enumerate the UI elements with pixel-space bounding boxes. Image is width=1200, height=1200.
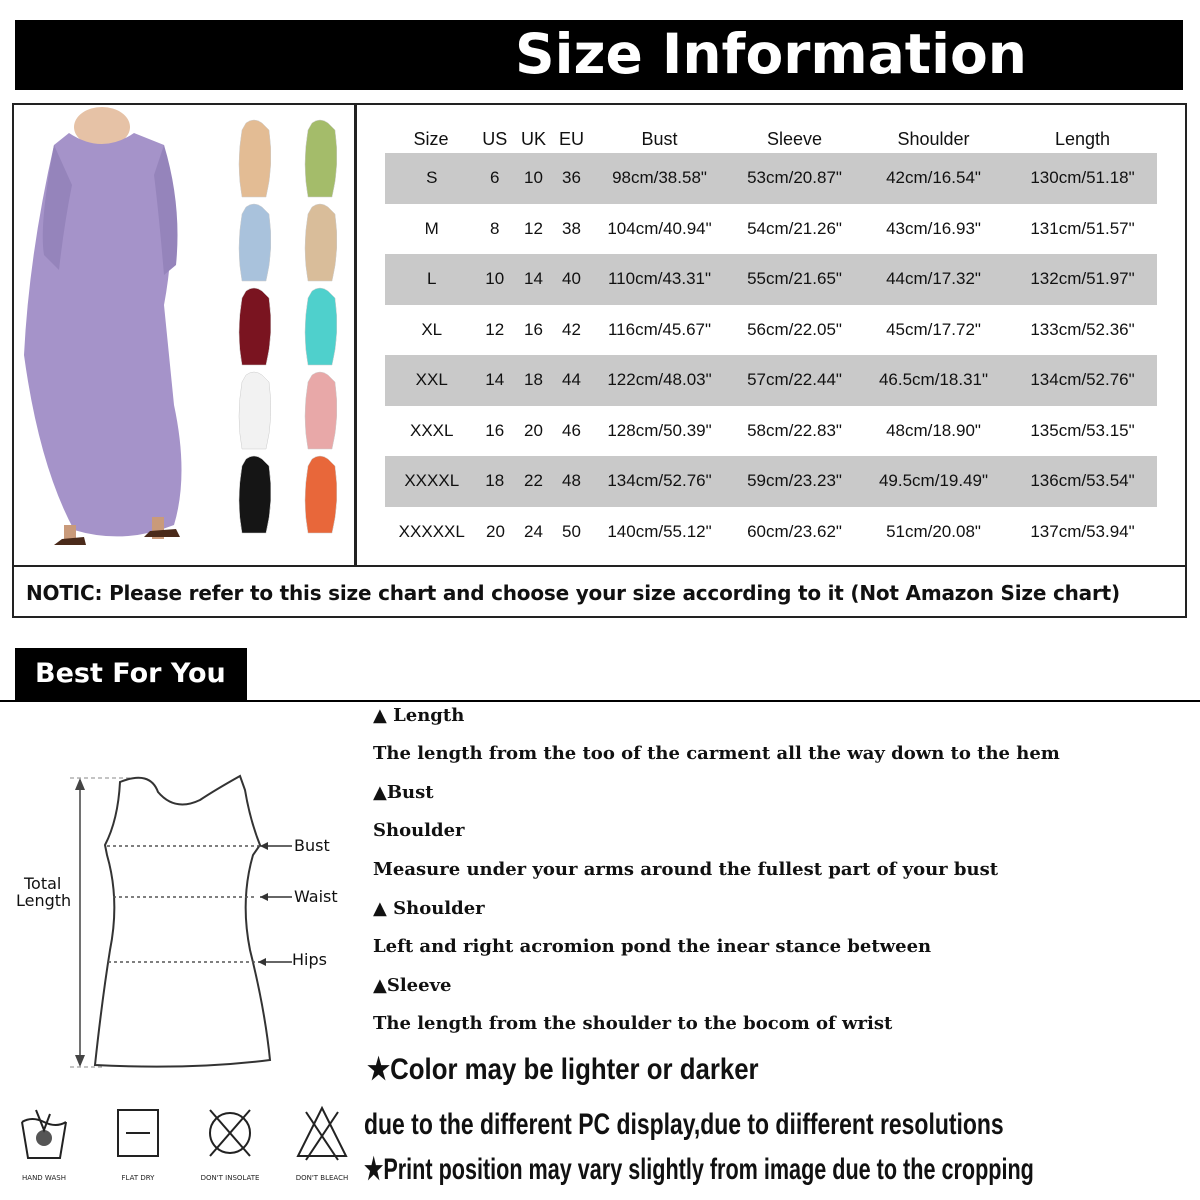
- dress-color-swatch: [239, 288, 271, 365]
- product-photo-panel: [14, 105, 357, 565]
- table-cell: 104cm/40.94": [607, 218, 712, 238]
- table-cell: 128cm/50.39": [607, 420, 712, 440]
- table-row: [384, 406, 1157, 457]
- column-header: EU: [558, 128, 584, 149]
- table-cell: L: [384, 254, 479, 305]
- table-cell: 44: [555, 355, 589, 406]
- table-cell: 18: [479, 456, 513, 507]
- size-chart-frame: [12, 103, 1187, 618]
- table-cell: 53cm/20.87": [731, 153, 859, 204]
- table-cell: 40: [555, 254, 589, 305]
- guide-heading: ▲Bust: [373, 782, 434, 803]
- table-cell: 10: [479, 254, 513, 305]
- column-header: US: [482, 128, 508, 149]
- dress-color-swatch: [239, 204, 271, 281]
- column-header: UK: [520, 128, 546, 149]
- bust-label: Bust: [294, 836, 330, 855]
- table-cell: XXXXL: [384, 456, 479, 507]
- table-cell: 38: [562, 218, 581, 238]
- best-for-you-heading: Best For You: [35, 658, 226, 689]
- table-row: [384, 305, 1157, 356]
- product-photos: [14, 105, 354, 565]
- table-cell: 131cm/51.57": [1030, 218, 1135, 238]
- waist-label: Waist: [294, 887, 338, 906]
- table-cell: 43cm/16.93": [886, 218, 981, 238]
- table-cell: 57cm/22.44": [731, 355, 859, 406]
- table-cell: 18: [513, 355, 555, 406]
- table-cell: 110cm/43.31": [589, 254, 731, 305]
- table-cell: 134cm/52.76": [1009, 355, 1157, 406]
- table-cell: 20: [524, 420, 543, 440]
- dress-color-swatch: [239, 120, 271, 197]
- column-header: Sleeve: [766, 128, 823, 149]
- color-note: ★Color may be lighter or darker: [367, 1053, 759, 1086]
- notice-row: [14, 565, 1185, 616]
- table-cell: 60cm/23.62": [747, 521, 842, 541]
- table-row: [384, 153, 1157, 204]
- column-header: Length: [1054, 128, 1111, 149]
- table-row: [384, 456, 1157, 507]
- care-label: HAND WASH: [22, 1174, 66, 1182]
- column-header: Bust: [641, 128, 678, 149]
- guide-text: Measure under your arms around the fullest part of your bust: [373, 859, 999, 880]
- dress-color-swatch: [305, 120, 337, 197]
- table-cell: 14: [513, 254, 555, 305]
- care-label: FLAT DRY: [121, 1174, 155, 1182]
- table-header-row: [384, 125, 1157, 153]
- guide-text: Left and right acromion pond the inear stance between: [373, 936, 932, 957]
- table-cell: XXXXXL: [384, 507, 479, 558]
- care-label: DON'T BLEACH: [295, 1174, 349, 1182]
- color-variants: [239, 120, 337, 533]
- table-cell: 36: [555, 153, 589, 204]
- guide-text: The length from the too of the carment all the way down to the hem: [373, 743, 1060, 764]
- table-cell: 122cm/48.03": [589, 355, 731, 406]
- table-cell: 116cm/45.67": [607, 319, 712, 339]
- print-note: ★Print position may vary slightly from image due to the cropping: [364, 1153, 1034, 1186]
- table-cell: 46: [562, 420, 581, 440]
- table-cell: 130cm/51.18": [1009, 153, 1157, 204]
- table-cell: 46.5cm/18.31": [859, 355, 1009, 406]
- table-cell: 24: [524, 521, 543, 541]
- table-cell: 22: [513, 456, 555, 507]
- column-header: Shoulder: [897, 128, 970, 149]
- dress-outline-diagram: [10, 760, 355, 1080]
- best-for-you-tab: [15, 648, 247, 700]
- column-header: Size: [413, 128, 449, 149]
- dress-color-swatch: [305, 372, 337, 449]
- table-cell: 51cm/20.08": [886, 521, 981, 541]
- table-cell: 14: [479, 355, 513, 406]
- total-length-label: Total: [24, 874, 62, 893]
- table-cell: 45cm/17.72": [886, 319, 981, 339]
- table-cell: 42: [562, 319, 581, 339]
- table-cell: 59cm/23.23": [731, 456, 859, 507]
- table-cell: 133cm/52.36": [1030, 319, 1135, 339]
- guide-text: Shoulder: [373, 820, 465, 841]
- table-cell: 58cm/22.83": [747, 420, 842, 440]
- measurement-diagram: [10, 760, 355, 1080]
- table-cell: XXL: [384, 355, 479, 406]
- table-cell: 42cm/16.54": [859, 153, 1009, 204]
- dress-color-swatch: [305, 288, 337, 365]
- page-title: Size Information: [515, 22, 1027, 86]
- table-row: [384, 507, 1157, 558]
- table-cell: XXXL: [384, 406, 479, 457]
- table-cell: 6: [479, 153, 513, 204]
- table-cell: 10: [513, 153, 555, 204]
- table-cell: 12: [485, 319, 505, 339]
- do-not-bleach-icon: [292, 1100, 352, 1185]
- table-cell: XL: [384, 305, 479, 356]
- guide-text: The length from the shoulder to the bocom of wrist: [373, 1013, 893, 1034]
- table-cell: 136cm/53.54": [1009, 456, 1157, 507]
- title-bar: [15, 20, 1183, 90]
- guide-heading: ▲ Shoulder: [373, 898, 485, 919]
- main-model-image: [24, 107, 182, 545]
- dress-color-swatch: [305, 204, 337, 281]
- table-cell: S: [384, 153, 479, 204]
- total-length-label: Length: [16, 891, 72, 910]
- table-cell: M: [384, 204, 479, 255]
- table-cell: 48cm/18.90": [886, 420, 981, 440]
- table-cell: 50: [562, 521, 581, 541]
- table-cell: 12: [524, 218, 543, 238]
- dress-color-swatch: [239, 456, 271, 533]
- dress-color-swatch: [239, 372, 271, 449]
- table-cell: 20: [486, 521, 505, 541]
- table-row: [384, 355, 1157, 406]
- guide-heading: ▲ Length: [373, 705, 465, 726]
- table-row: [384, 204, 1157, 255]
- table-cell: 56cm/22.05": [747, 319, 842, 339]
- table-cell: 49.5cm/19.49": [859, 456, 1009, 507]
- do-not-iron-icon: [200, 1100, 260, 1185]
- hand-wash-icon: [14, 1100, 74, 1185]
- guide-heading: ▲Sleeve: [373, 975, 452, 996]
- table-cell: 8: [490, 218, 500, 238]
- table-cell: 140cm/55.12": [607, 521, 712, 541]
- divider: [0, 700, 1200, 702]
- display-note: due to the different PC display,due to diifferent resolutions: [364, 1108, 1004, 1141]
- table-cell: 54cm/21.26": [747, 218, 842, 238]
- table-cell: 134cm/52.76": [589, 456, 731, 507]
- size-table: [382, 125, 1158, 557]
- table-cell: 98cm/38.58": [589, 153, 731, 204]
- dress-color-swatch: [305, 456, 337, 533]
- size-table-panel: [360, 105, 1185, 565]
- table-cell: 137cm/53.94": [1030, 521, 1135, 541]
- table-cell: 48: [555, 456, 589, 507]
- table-cell: 55cm/21.65": [731, 254, 859, 305]
- table-cell: 135cm/53.15": [1030, 420, 1135, 440]
- size-notice: NOTIC: Please refer to this size chart and choose your size according to it (Not Amazon Size chart): [26, 581, 1120, 605]
- table-row: [384, 254, 1157, 305]
- table-cell: 16: [485, 420, 505, 440]
- table-cell: 16: [524, 319, 543, 339]
- flat-dry-icon: [108, 1100, 168, 1185]
- table-cell: 132cm/51.97": [1009, 254, 1157, 305]
- hips-label: Hips: [292, 950, 327, 969]
- table-cell: 44cm/17.32": [859, 254, 1009, 305]
- care-label: DON'T INSOLATE: [200, 1174, 260, 1182]
